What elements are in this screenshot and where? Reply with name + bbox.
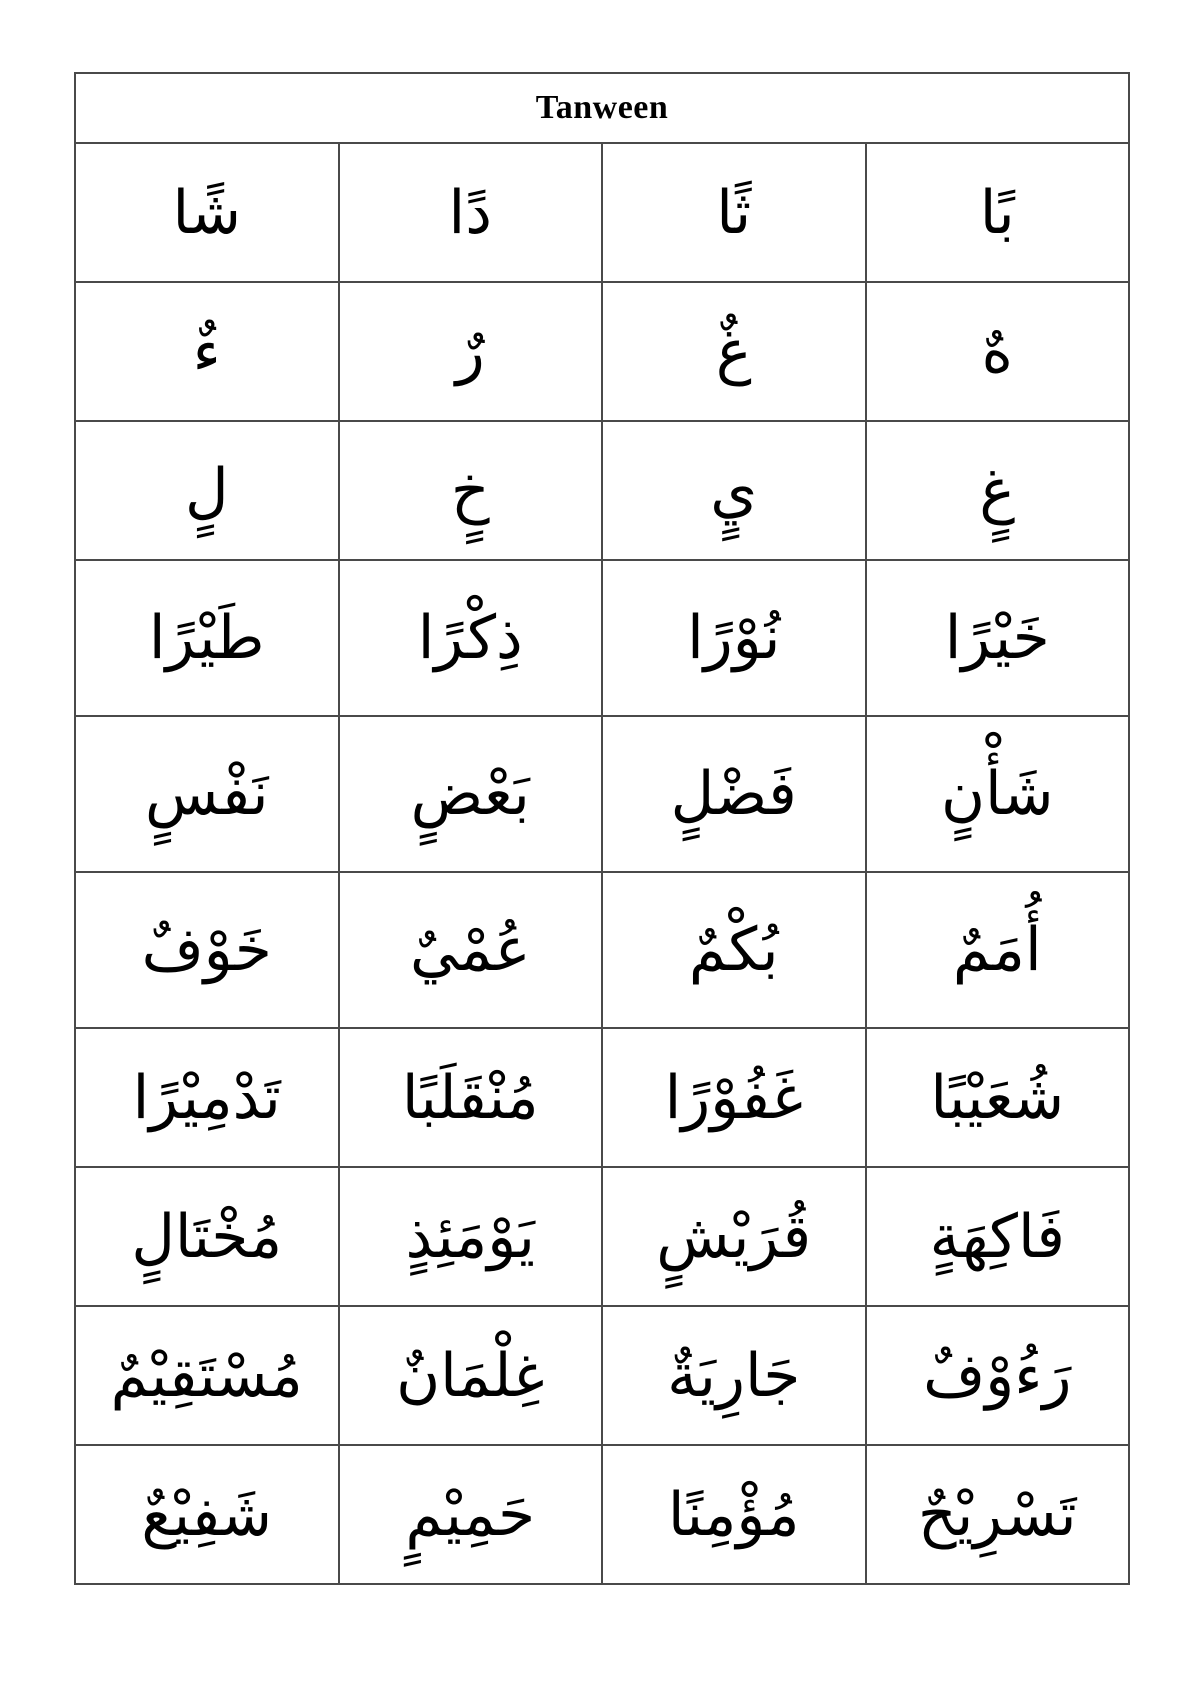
word-cell: بًا — [866, 143, 1130, 282]
word-cell: تَدْمِيْرًا — [75, 1028, 339, 1167]
table-row — [75, 560, 1129, 716]
table-row — [75, 872, 1129, 1028]
word-cell: شَأْنٍ — [866, 716, 1130, 872]
table-row — [75, 716, 1129, 872]
table-row — [75, 1445, 1129, 1584]
word-cell: خَوْفٌ — [75, 872, 339, 1028]
word-cell: بُكْمٌ — [602, 872, 866, 1028]
title-row — [75, 73, 1129, 143]
word-cell: بَعْضٍ — [339, 716, 603, 872]
word-cell: ثًا — [602, 143, 866, 282]
word-cell: يَوْمَئِذٍ — [339, 1167, 603, 1306]
word-cell: نُوْرًا — [602, 560, 866, 716]
word-cell: غٍ — [866, 421, 1130, 560]
word-cell: أُمَمٌ — [866, 872, 1130, 1028]
word-cell: خٍ — [339, 421, 603, 560]
word-cell: غٌ — [602, 282, 866, 421]
word-cell: شُعَيْبًا — [866, 1028, 1130, 1167]
word-cell: قُرَيْشٍ — [602, 1167, 866, 1306]
word-cell: شَفِيْعٌ — [75, 1445, 339, 1584]
word-cell: دًا — [339, 143, 603, 282]
word-cell: جَارِيَةٌ — [602, 1306, 866, 1445]
word-cell: عُمْيٌ — [339, 872, 603, 1028]
word-cell: مُخْتَالٍ — [75, 1167, 339, 1306]
word-cell: غِلْمَانٌ — [339, 1306, 603, 1445]
word-cell: مُنْقَلَبًا — [339, 1028, 603, 1167]
word-cell: ذِكْرًا — [339, 560, 603, 716]
word-cell: رٌ — [339, 282, 603, 421]
word-cell: لٍ — [75, 421, 339, 560]
word-cell: مُسْتَقِيْمٌ — [75, 1306, 339, 1445]
table-row — [75, 1028, 1129, 1167]
word-cell: فَاكِهَةٍ — [866, 1167, 1130, 1306]
word-cell: نَفْسٍ — [75, 716, 339, 872]
table-row — [75, 282, 1129, 421]
tanween-table — [74, 72, 1130, 1585]
word-cell: مُؤْمِنًا — [602, 1445, 866, 1584]
word-cell: يٍ — [602, 421, 866, 560]
word-cell: غَفُوْرًا — [602, 1028, 866, 1167]
word-cell: ءٌ — [75, 282, 339, 421]
table-row — [75, 1306, 1129, 1445]
word-cell: طَيْرًا — [75, 560, 339, 716]
word-cell: خَيْرًا — [866, 560, 1130, 716]
table-row — [75, 421, 1129, 560]
word-cell: هٌ — [866, 282, 1130, 421]
word-cell: رَءُوْفٌ — [866, 1306, 1130, 1445]
word-cell: تَسْرِيْحٌ — [866, 1445, 1130, 1584]
word-cell: فَضْلٍ — [602, 716, 866, 872]
table-row — [75, 1167, 1129, 1306]
table-title: Tanween — [75, 73, 1129, 143]
word-cell: حَمِيْمٍ — [339, 1445, 603, 1584]
table-row — [75, 143, 1129, 282]
word-cell: شًا — [75, 143, 339, 282]
